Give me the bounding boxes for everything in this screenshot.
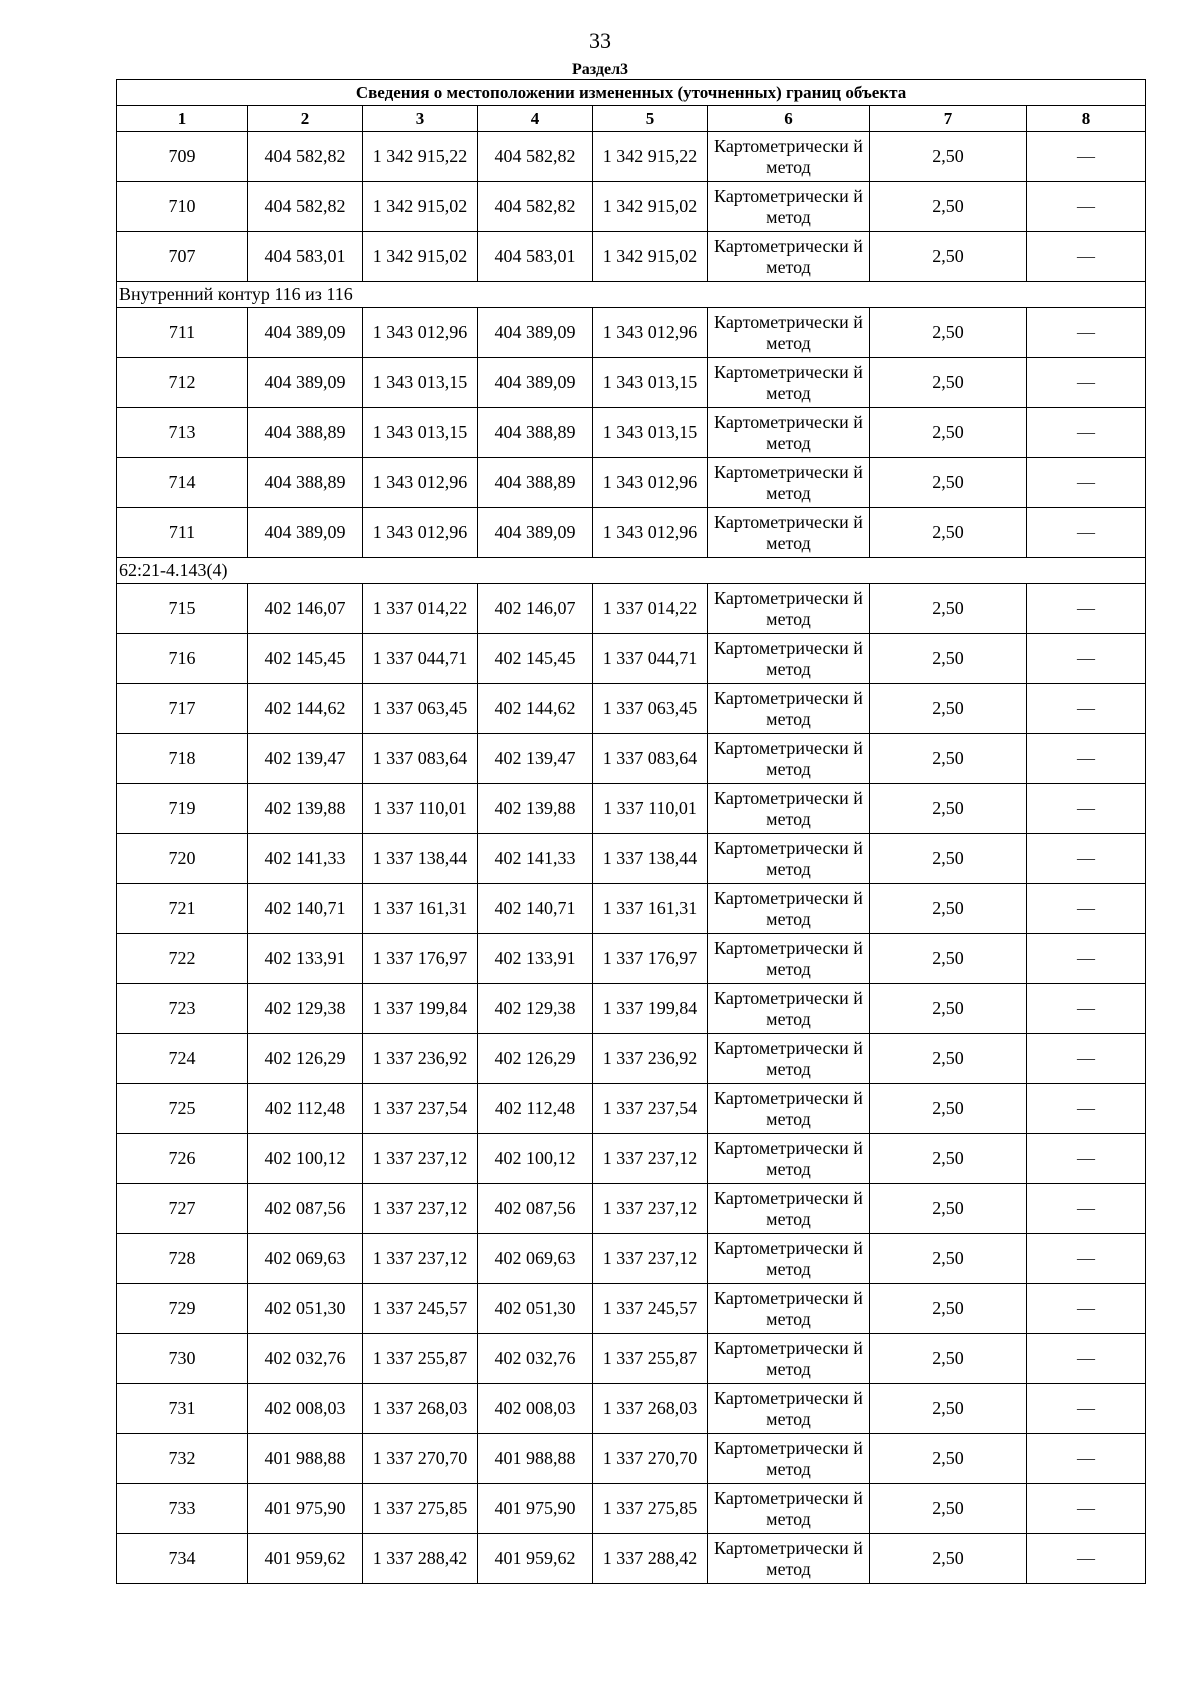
x-existing-cell: 404 583,01 — [248, 232, 363, 282]
y-refined-cell: 1 343 013,15 — [593, 358, 708, 408]
point-number-cell: 732 — [117, 1434, 248, 1484]
description-cell: — — [1027, 1334, 1146, 1384]
y-existing-cell: 1 337 014,22 — [363, 584, 478, 634]
column-header: 3 — [363, 106, 478, 132]
accuracy-cell: 2,50 — [870, 408, 1027, 458]
table-row — [117, 1384, 1146, 1434]
method-cell: Картометрически й метод — [708, 508, 870, 558]
x-existing-cell: 402 144,62 — [248, 684, 363, 734]
table-row — [117, 308, 1146, 358]
description-cell: — — [1027, 182, 1146, 232]
point-number-cell: 716 — [117, 634, 248, 684]
accuracy-cell: 2,50 — [870, 934, 1027, 984]
point-number-cell: 707 — [117, 232, 248, 282]
description-cell: — — [1027, 834, 1146, 884]
method-cell: Картометрически й метод — [708, 784, 870, 834]
method-cell: Картометрически й метод — [708, 884, 870, 934]
table-row — [117, 1134, 1146, 1184]
accuracy-cell: 2,50 — [870, 1084, 1027, 1134]
y-existing-cell: 1 337 063,45 — [363, 684, 478, 734]
x-refined-cell: 402 126,29 — [478, 1034, 593, 1084]
x-refined-cell: 402 069,63 — [478, 1234, 593, 1284]
accuracy-cell: 2,50 — [870, 684, 1027, 734]
method-cell: Картометрически й метод — [708, 734, 870, 784]
table-row — [117, 458, 1146, 508]
x-refined-cell: 402 129,38 — [478, 984, 593, 1034]
x-refined-cell: 402 133,91 — [478, 934, 593, 984]
x-existing-cell: 402 141,33 — [248, 834, 363, 884]
table-row — [117, 934, 1146, 984]
y-refined-cell: 1 343 012,96 — [593, 308, 708, 358]
description-cell: — — [1027, 584, 1146, 634]
description-cell: — — [1027, 934, 1146, 984]
table-row — [117, 784, 1146, 834]
point-number-cell: 724 — [117, 1034, 248, 1084]
y-refined-cell: 1 337 268,03 — [593, 1384, 708, 1434]
y-refined-cell: 1 337 237,12 — [593, 1184, 708, 1234]
x-existing-cell: 404 582,82 — [248, 132, 363, 182]
y-refined-cell: 1 337 270,70 — [593, 1434, 708, 1484]
x-refined-cell: 404 389,09 — [478, 358, 593, 408]
column-header: 4 — [478, 106, 593, 132]
point-number-cell: 725 — [117, 1084, 248, 1134]
point-number-cell: 728 — [117, 1234, 248, 1284]
y-existing-cell: 1 342 915,22 — [363, 132, 478, 182]
contour-group-row — [117, 282, 1146, 308]
table-row — [117, 508, 1146, 558]
x-refined-cell: 402 008,03 — [478, 1384, 593, 1434]
x-refined-cell: 402 100,12 — [478, 1134, 593, 1184]
page-number: 33 — [589, 28, 611, 53]
description-cell: — — [1027, 1084, 1146, 1134]
x-refined-cell: 404 583,01 — [478, 232, 593, 282]
y-refined-cell: 1 337 255,87 — [593, 1334, 708, 1384]
x-refined-cell: 404 582,82 — [478, 182, 593, 232]
description-cell: — — [1027, 508, 1146, 558]
table-row — [117, 834, 1146, 884]
x-refined-cell: 402 112,48 — [478, 1084, 593, 1134]
description-cell: — — [1027, 1184, 1146, 1234]
x-existing-cell: 404 389,09 — [248, 508, 363, 558]
accuracy-cell: 2,50 — [870, 1484, 1027, 1534]
y-existing-cell: 1 337 237,12 — [363, 1184, 478, 1234]
boundary-coordinates-table — [116, 79, 1146, 1584]
y-existing-cell: 1 337 110,01 — [363, 784, 478, 834]
y-existing-cell: 1 343 012,96 — [363, 458, 478, 508]
accuracy-cell: 2,50 — [870, 1434, 1027, 1484]
x-refined-cell: 401 959,62 — [478, 1534, 593, 1584]
y-existing-cell: 1 337 083,64 — [363, 734, 478, 784]
section-label: Раздел3 — [571, 61, 629, 78]
method-cell: Картометрически й метод — [708, 1384, 870, 1434]
table-row — [117, 884, 1146, 934]
x-existing-cell: 402 139,88 — [248, 784, 363, 834]
accuracy-cell: 2,50 — [870, 584, 1027, 634]
y-existing-cell: 1 343 012,96 — [363, 308, 478, 358]
y-existing-cell: 1 337 138,44 — [363, 834, 478, 884]
point-number-cell: 710 — [117, 182, 248, 232]
description-cell: — — [1027, 232, 1146, 282]
y-refined-cell: 1 337 236,92 — [593, 1034, 708, 1084]
contour-label: 62:21-4.143(4) — [117, 558, 1146, 584]
point-number-cell: 734 — [117, 1534, 248, 1584]
table-row — [117, 684, 1146, 734]
accuracy-cell: 2,50 — [870, 1184, 1027, 1234]
y-existing-cell: 1 337 288,42 — [363, 1534, 478, 1584]
method-cell: Картометрически й метод — [708, 1084, 870, 1134]
x-refined-cell: 402 087,56 — [478, 1184, 593, 1234]
x-existing-cell: 402 087,56 — [248, 1184, 363, 1234]
x-existing-cell: 401 959,62 — [248, 1534, 363, 1584]
accuracy-cell: 2,50 — [870, 1284, 1027, 1334]
y-refined-cell: 1 337 138,44 — [593, 834, 708, 884]
table-row — [117, 1334, 1146, 1384]
method-cell: Картометрически й метод — [708, 132, 870, 182]
y-existing-cell: 1 337 237,12 — [363, 1234, 478, 1284]
y-existing-cell: 1 337 237,54 — [363, 1084, 478, 1134]
method-cell: Картометрически й метод — [708, 308, 870, 358]
x-refined-cell: 402 145,45 — [478, 634, 593, 684]
y-refined-cell: 1 337 237,12 — [593, 1134, 708, 1184]
x-refined-cell: 404 388,89 — [478, 408, 593, 458]
x-existing-cell: 402 100,12 — [248, 1134, 363, 1184]
description-cell: — — [1027, 684, 1146, 734]
description-cell: — — [1027, 734, 1146, 784]
point-number-cell: 715 — [117, 584, 248, 634]
description-cell: — — [1027, 634, 1146, 684]
y-refined-cell: 1 337 161,31 — [593, 884, 708, 934]
column-header: 7 — [870, 106, 1027, 132]
method-cell: Картометрически й метод — [708, 1184, 870, 1234]
table-row — [117, 1484, 1146, 1534]
accuracy-cell: 2,50 — [870, 308, 1027, 358]
accuracy-cell: 2,50 — [870, 734, 1027, 784]
description-cell: — — [1027, 308, 1146, 358]
table-row — [117, 408, 1146, 458]
x-existing-cell: 402 140,71 — [248, 884, 363, 934]
y-existing-cell: 1 337 255,87 — [363, 1334, 478, 1384]
column-header: 8 — [1027, 106, 1146, 132]
description-cell: — — [1027, 408, 1146, 458]
table-row — [117, 358, 1146, 408]
point-number-cell: 726 — [117, 1134, 248, 1184]
y-existing-cell: 1 343 012,96 — [363, 508, 478, 558]
contour-group-row — [117, 558, 1146, 584]
method-cell: Картометрически й метод — [708, 584, 870, 634]
x-existing-cell: 402 139,47 — [248, 734, 363, 784]
method-cell: Картометрически й метод — [708, 684, 870, 734]
y-refined-cell: 1 337 014,22 — [593, 584, 708, 634]
x-refined-cell: 404 389,09 — [478, 308, 593, 358]
method-cell: Картометрически й метод — [708, 834, 870, 884]
accuracy-cell: 2,50 — [870, 1384, 1027, 1434]
column-header: 2 — [248, 106, 363, 132]
x-existing-cell: 404 582,82 — [248, 182, 363, 232]
y-existing-cell: 1 342 915,02 — [363, 182, 478, 232]
table-row — [117, 1434, 1146, 1484]
y-refined-cell: 1 337 245,57 — [593, 1284, 708, 1334]
description-cell: — — [1027, 1284, 1146, 1334]
x-existing-cell: 402 051,30 — [248, 1284, 363, 1334]
method-cell: Картометрически й метод — [708, 984, 870, 1034]
x-refined-cell: 402 146,07 — [478, 584, 593, 634]
y-refined-cell: 1 337 063,45 — [593, 684, 708, 734]
method-cell: Картометрически й метод — [708, 1534, 870, 1584]
y-existing-cell: 1 343 013,15 — [363, 358, 478, 408]
y-refined-cell: 1 337 199,84 — [593, 984, 708, 1034]
description-cell: — — [1027, 132, 1146, 182]
x-refined-cell: 402 139,88 — [478, 784, 593, 834]
accuracy-cell: 2,50 — [870, 784, 1027, 834]
point-number-cell: 729 — [117, 1284, 248, 1334]
y-refined-cell: 1 337 237,12 — [593, 1234, 708, 1284]
contour-label: Внутренний контур 116 из 116 — [117, 282, 1146, 308]
table-row — [117, 1084, 1146, 1134]
accuracy-cell: 2,50 — [870, 358, 1027, 408]
table-row — [117, 1184, 1146, 1234]
y-refined-cell: 1 337 176,97 — [593, 934, 708, 984]
accuracy-cell: 2,50 — [870, 1534, 1027, 1584]
accuracy-cell: 2,50 — [870, 634, 1027, 684]
point-number-cell: 730 — [117, 1334, 248, 1384]
y-refined-cell: 1 343 012,96 — [593, 508, 708, 558]
method-cell: Картометрически й метод — [708, 1034, 870, 1084]
point-number-cell: 722 — [117, 934, 248, 984]
table-row — [117, 584, 1146, 634]
description-cell: — — [1027, 884, 1146, 934]
x-existing-cell: 402 126,29 — [248, 1034, 363, 1084]
x-existing-cell: 402 129,38 — [248, 984, 363, 1034]
x-existing-cell: 401 975,90 — [248, 1484, 363, 1534]
x-refined-cell: 401 988,88 — [478, 1434, 593, 1484]
y-existing-cell: 1 337 270,70 — [363, 1434, 478, 1484]
table-row — [117, 984, 1146, 1034]
y-existing-cell: 1 337 268,03 — [363, 1384, 478, 1434]
accuracy-cell: 2,50 — [870, 1234, 1027, 1284]
y-refined-cell: 1 337 110,01 — [593, 784, 708, 834]
point-number-cell: 709 — [117, 132, 248, 182]
accuracy-cell: 2,50 — [870, 834, 1027, 884]
column-header: 5 — [593, 106, 708, 132]
description-cell: — — [1027, 1384, 1146, 1434]
y-existing-cell: 1 337 275,85 — [363, 1484, 478, 1534]
x-refined-cell: 404 388,89 — [478, 458, 593, 508]
method-cell: Картометрически й метод — [708, 458, 870, 508]
x-refined-cell: 404 389,09 — [478, 508, 593, 558]
method-cell: Картометрически й метод — [708, 1484, 870, 1534]
accuracy-cell: 2,50 — [870, 232, 1027, 282]
x-refined-cell: 402 139,47 — [478, 734, 593, 784]
accuracy-cell: 2,50 — [870, 984, 1027, 1034]
description-cell: — — [1027, 1534, 1146, 1584]
table-row — [117, 734, 1146, 784]
table-caption: Сведения о местоположении измененных (уточненных) границ объекта — [117, 80, 1146, 106]
point-number-cell: 721 — [117, 884, 248, 934]
point-number-cell: 714 — [117, 458, 248, 508]
y-existing-cell: 1 337 245,57 — [363, 1284, 478, 1334]
method-cell: Картометрически й метод — [708, 182, 870, 232]
accuracy-cell: 2,50 — [870, 508, 1027, 558]
x-existing-cell: 402 069,63 — [248, 1234, 363, 1284]
x-existing-cell: 404 389,09 — [248, 308, 363, 358]
accuracy-cell: 2,50 — [870, 458, 1027, 508]
description-cell: — — [1027, 358, 1146, 408]
y-refined-cell: 1 337 044,71 — [593, 634, 708, 684]
x-existing-cell: 402 145,45 — [248, 634, 363, 684]
table-row — [117, 1534, 1146, 1584]
method-cell: Картометрически й метод — [708, 232, 870, 282]
accuracy-cell: 2,50 — [870, 132, 1027, 182]
point-number-cell: 733 — [117, 1484, 248, 1534]
x-refined-cell: 402 140,71 — [478, 884, 593, 934]
x-existing-cell: 404 388,89 — [248, 458, 363, 508]
point-number-cell: 711 — [117, 308, 248, 358]
description-cell: — — [1027, 1434, 1146, 1484]
method-cell: Картометрически й метод — [708, 1434, 870, 1484]
table-row — [117, 132, 1146, 182]
point-number-cell: 720 — [117, 834, 248, 884]
table-row — [117, 1034, 1146, 1084]
accuracy-cell: 2,50 — [870, 1334, 1027, 1384]
method-cell: Картометрически й метод — [708, 1284, 870, 1334]
x-refined-cell: 401 975,90 — [478, 1484, 593, 1534]
y-refined-cell: 1 342 915,02 — [593, 182, 708, 232]
x-existing-cell: 404 388,89 — [248, 408, 363, 458]
y-refined-cell: 1 337 083,64 — [593, 734, 708, 784]
point-number-cell: 717 — [117, 684, 248, 734]
x-refined-cell: 402 051,30 — [478, 1284, 593, 1334]
point-number-cell: 727 — [117, 1184, 248, 1234]
x-existing-cell: 402 146,07 — [248, 584, 363, 634]
point-number-cell: 731 — [117, 1384, 248, 1434]
method-cell: Картометрически й метод — [708, 1134, 870, 1184]
accuracy-cell: 2,50 — [870, 884, 1027, 934]
x-refined-cell: 402 144,62 — [478, 684, 593, 734]
column-header: 6 — [708, 106, 870, 132]
y-existing-cell: 1 337 237,12 — [363, 1134, 478, 1184]
y-existing-cell: 1 337 161,31 — [363, 884, 478, 934]
description-cell: — — [1027, 984, 1146, 1034]
y-refined-cell: 1 343 012,96 — [593, 458, 708, 508]
table-row — [117, 232, 1146, 282]
x-refined-cell: 402 032,76 — [478, 1334, 593, 1384]
y-existing-cell: 1 337 236,92 — [363, 1034, 478, 1084]
y-refined-cell: 1 342 915,22 — [593, 132, 708, 182]
description-cell: — — [1027, 1134, 1146, 1184]
y-existing-cell: 1 342 915,02 — [363, 232, 478, 282]
description-cell: — — [1027, 1234, 1146, 1284]
column-number-row — [117, 106, 1146, 132]
method-cell: Картометрически й метод — [708, 1234, 870, 1284]
y-refined-cell: 1 337 237,54 — [593, 1084, 708, 1134]
x-existing-cell: 404 389,09 — [248, 358, 363, 408]
description-cell: — — [1027, 784, 1146, 834]
x-existing-cell: 402 133,91 — [248, 934, 363, 984]
table-body — [117, 132, 1146, 1584]
x-existing-cell: 402 008,03 — [248, 1384, 363, 1434]
y-existing-cell: 1 343 013,15 — [363, 408, 478, 458]
column-header: 1 — [117, 106, 248, 132]
table-row — [117, 1284, 1146, 1334]
x-existing-cell: 402 112,48 — [248, 1084, 363, 1134]
x-refined-cell: 402 141,33 — [478, 834, 593, 884]
point-number-cell: 712 — [117, 358, 248, 408]
method-cell: Картометрически й метод — [708, 358, 870, 408]
y-existing-cell: 1 337 044,71 — [363, 634, 478, 684]
table-row — [117, 182, 1146, 232]
y-existing-cell: 1 337 176,97 — [363, 934, 478, 984]
x-existing-cell: 402 032,76 — [248, 1334, 363, 1384]
description-cell: — — [1027, 458, 1146, 508]
point-number-cell: 718 — [117, 734, 248, 784]
table-row — [117, 1234, 1146, 1284]
accuracy-cell: 2,50 — [870, 1134, 1027, 1184]
point-number-cell: 723 — [117, 984, 248, 1034]
method-cell: Картометрически й метод — [708, 1334, 870, 1384]
method-cell: Картометрически й метод — [708, 634, 870, 684]
x-refined-cell: 404 582,82 — [478, 132, 593, 182]
description-cell: — — [1027, 1484, 1146, 1534]
method-cell: Картометрически й метод — [708, 408, 870, 458]
description-cell: — — [1027, 1034, 1146, 1084]
y-existing-cell: 1 337 199,84 — [363, 984, 478, 1034]
method-cell: Картометрически й метод — [708, 934, 870, 984]
accuracy-cell: 2,50 — [870, 1034, 1027, 1084]
y-refined-cell: 1 337 275,85 — [593, 1484, 708, 1534]
accuracy-cell: 2,50 — [870, 182, 1027, 232]
y-refined-cell: 1 343 013,15 — [593, 408, 708, 458]
y-refined-cell: 1 337 288,42 — [593, 1534, 708, 1584]
point-number-cell: 713 — [117, 408, 248, 458]
point-number-cell: 719 — [117, 784, 248, 834]
y-refined-cell: 1 342 915,02 — [593, 232, 708, 282]
table-row — [117, 634, 1146, 684]
point-number-cell: 711 — [117, 508, 248, 558]
x-existing-cell: 401 988,88 — [248, 1434, 363, 1484]
